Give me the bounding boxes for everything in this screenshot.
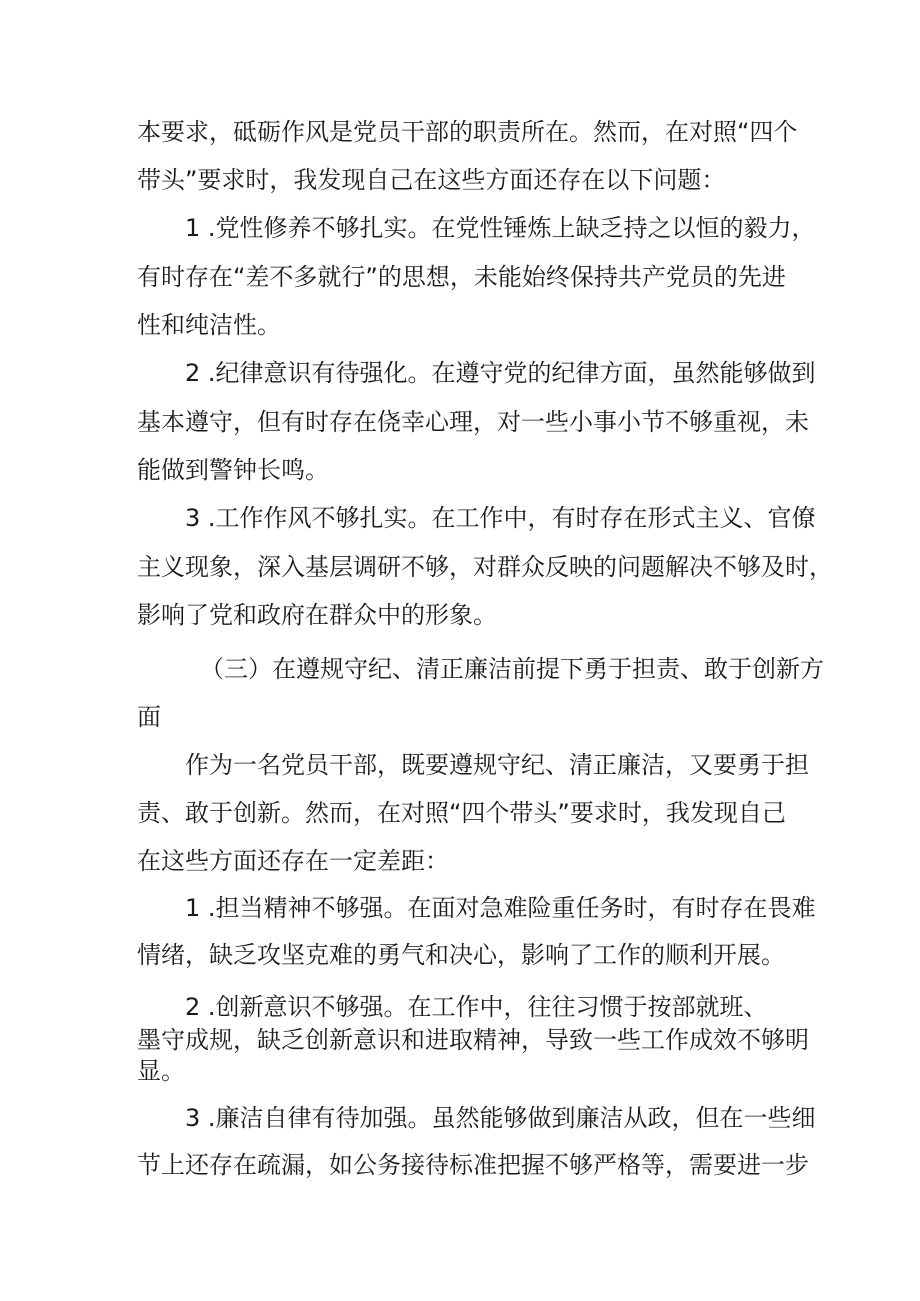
text-line: 1 .党性修养不够扎实。在党性锤炼上缺乏持之以恒的毅力， bbox=[185, 214, 816, 242]
text-line: 本要求，砥砺作风是党员干部的职责所在。然而，在对照“四个 bbox=[137, 118, 798, 146]
text-line: 作为一名党员干部，既要遵规守纪、清正廉洁，又要勇于担 bbox=[185, 751, 809, 779]
text-line: 主义现象，深入基层调研不够，对群众反映的问题解决不够及时， bbox=[137, 553, 833, 581]
text-line: 基本遵守，但有时存在侥幸心理，对一些小事小节不够重视，未 bbox=[137, 408, 809, 436]
text-line: 在这些方面还存在一定差距： bbox=[137, 847, 449, 875]
text-line: 1 .担当精神不够强。在面对急难险重任务时，有时存在畏难 bbox=[185, 894, 816, 922]
text-line: 3 .工作作风不够扎实。在工作中，有时存在形式主义、官僚 bbox=[185, 504, 816, 532]
text-line: 带头”要求时，我发现自己在这些方面还存在以下问题： bbox=[137, 166, 726, 194]
text-line: 影响了党和政府在群众中的形象。 bbox=[137, 601, 497, 629]
section-heading: （三）在遵规守纪、清正廉洁前提下勇于担责、敢于创新方 bbox=[200, 655, 824, 683]
text-line: 3 .廉洁自律有待加强。虽然能够做到廉洁从政，但在一些细 bbox=[185, 1104, 816, 1132]
text-line: 节上还存在疏漏，如公务接待标准把握不够严格等，需要进一步 bbox=[137, 1151, 809, 1179]
text-line: 情绪，缺乏攻坚克难的勇气和决心，影响了工作的顺利开展。 bbox=[137, 941, 785, 969]
text-line: 能做到警钟长鸣。 bbox=[137, 456, 329, 484]
section-heading: 面 bbox=[137, 703, 161, 731]
text-line: 2 .纪律意识有待强化。在遵守党的纪律方面，虽然能够做到 bbox=[185, 359, 816, 387]
text-line: 责、敢于创新。然而，在对照“四个带头”要求时，我发现自己 bbox=[137, 799, 786, 827]
text-line: 显。 bbox=[137, 1057, 185, 1085]
text-line: 2 .创新意识不够强。在工作中，往往习惯于按部就班、 bbox=[185, 993, 768, 1021]
text-line: 有时存在“差不多就行”的思想，未能始终保持共产党员的先进 bbox=[137, 263, 786, 291]
text-line: 性和纯洁性。 bbox=[137, 311, 281, 339]
text-line: 墨守成规，缺乏创新意识和进取精神，导致一些工作成效不够明 bbox=[137, 1026, 809, 1054]
